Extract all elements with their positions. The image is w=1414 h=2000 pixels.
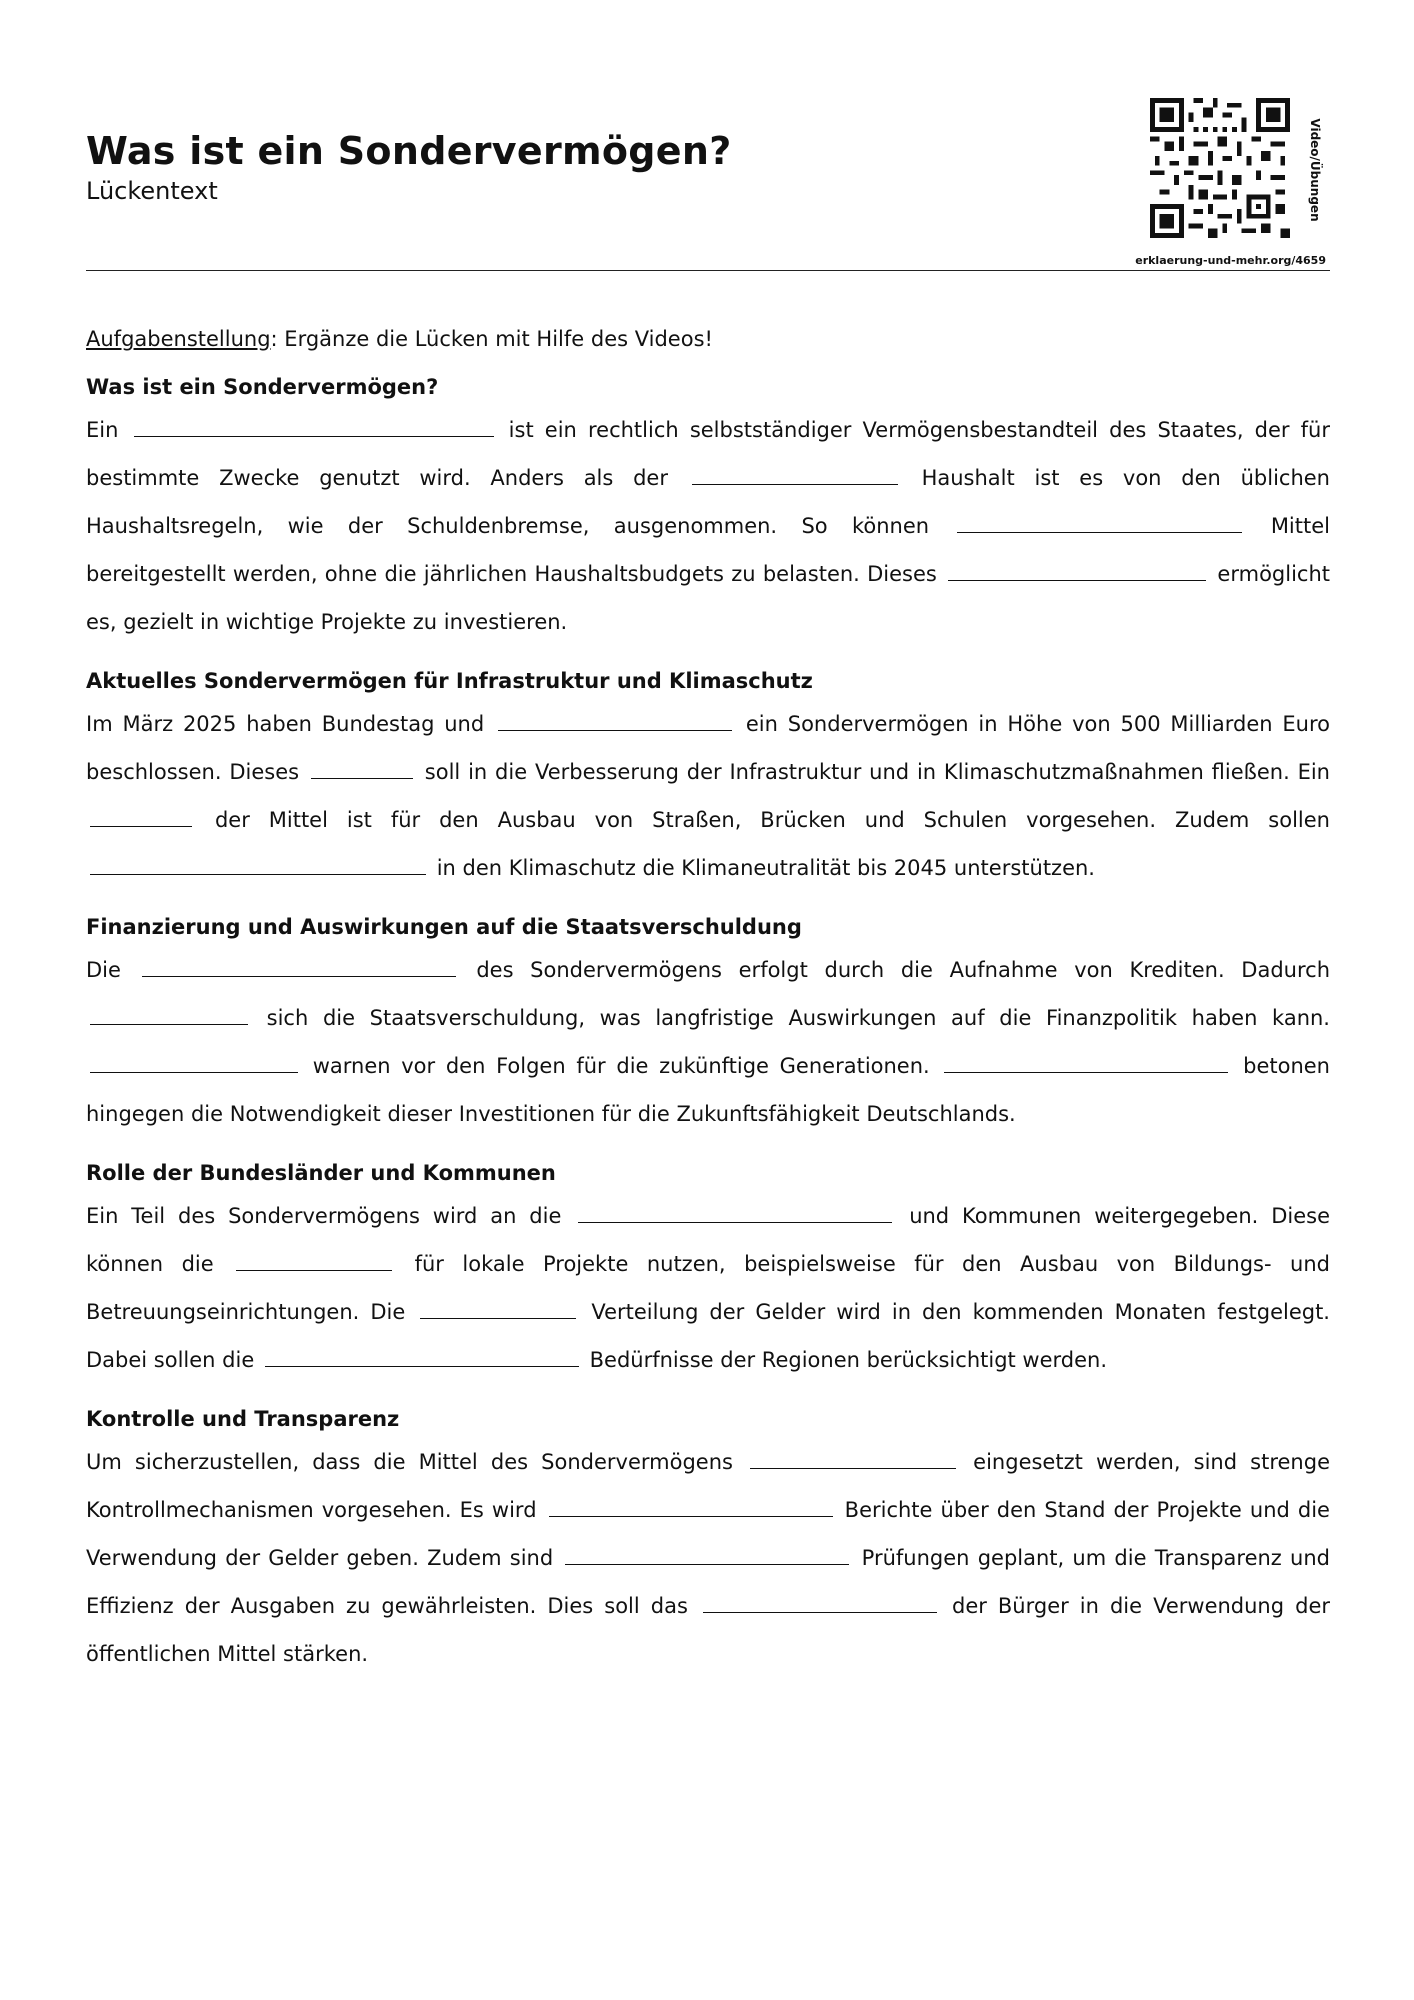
section-4 <box>86 1154 1330 1384</box>
blank-field[interactable] <box>703 1592 937 1613</box>
section-5 <box>86 1400 1330 1678</box>
section-heading: Rolle der Bundesländer und Kommunen <box>86 1161 556 1185</box>
section-heading: Kontrolle und Transparenz <box>86 1407 400 1431</box>
section-heading: Was ist ein Sondervermögen? <box>86 375 439 399</box>
content <box>86 320 1330 1694</box>
section-text <box>86 1192 1330 1384</box>
text-segment: und Kommunen weitergegeben. Diese können die <box>86 1204 1330 1276</box>
task-text: : Ergänze die Lücken mit Hilfe des Videos! <box>270 327 713 351</box>
text-segment: sich die Staatsverschuldung, was langfristige Auswirkungen auf die Finanzpolitik haben kann. <box>266 1006 1330 1030</box>
blank-field[interactable] <box>948 560 1206 581</box>
blank-field[interactable] <box>944 1052 1228 1073</box>
header <box>86 128 1336 206</box>
blank-field[interactable] <box>498 710 732 731</box>
blank-field[interactable] <box>957 512 1242 533</box>
text-segment: warnen vor den Folgen für die zukünftige Generationen. <box>312 1054 930 1078</box>
blank-field[interactable] <box>311 758 413 779</box>
section-2 <box>86 662 1330 892</box>
qr-url[interactable]: erklaerung-und-mehr.org/4659 <box>1135 254 1326 267</box>
blank-field[interactable] <box>750 1448 956 1469</box>
blank-field[interactable] <box>549 1496 833 1517</box>
section-heading: Finanzierung und Auswirkungen auf die Staatsverschuldung <box>86 915 802 939</box>
text-segment: ein Sondervermögen in Höhe von 500 Milliarden Euro beschlossen. Dieses <box>86 712 1330 784</box>
section-text <box>86 946 1330 1138</box>
qr-side-label-text: Video/Übungen <box>1308 118 1322 222</box>
blank-field[interactable] <box>90 854 426 875</box>
text-segment: des Sondervermögens erfolgt durch die Aufnahme von Krediten. Dadurch <box>476 958 1331 982</box>
task-instruction <box>86 320 1330 358</box>
text-segment: Um sicherzustellen, dass die Mittel des Sondervermögens <box>86 1450 733 1474</box>
blank-field[interactable] <box>90 1004 248 1025</box>
text-segment: ermöglicht es, gezielt in wichtige Projekte zu investieren. <box>86 562 1330 634</box>
blank-field[interactable] <box>142 956 456 977</box>
text-segment: ist ein rechtlich selbstständiger Vermögensbestandteil des Staates, der für bestimmte Zwecke genutzt wird. Anders als der <box>86 418 1330 490</box>
section-text <box>86 406 1330 646</box>
blank-field[interactable] <box>236 1250 392 1271</box>
text-segment: Haushalt ist es von den üblichen Haushaltsregeln, wie der Schuldenbremse, ausgenommen. So können <box>86 466 1330 538</box>
header-divider <box>86 270 1330 271</box>
page-title: Was ist ein Sondervermögen? <box>86 129 732 173</box>
text-segment: Ein Teil des Sondervermögens wird an die <box>86 1204 562 1228</box>
text-segment: eingesetzt werden, sind strenge Kontrollmechanismen vorgesehen. Es wird <box>86 1450 1330 1522</box>
text-segment: Berichte über den Stand der Projekte und die Verwendung der Gelder geben. Zudem sind <box>86 1498 1330 1570</box>
text-segment: der Bürger in die Verwendung der öffentlichen Mittel stärken. <box>86 1594 1330 1666</box>
text-segment: Die <box>86 958 121 982</box>
task-label: Aufgabenstellung <box>86 327 271 351</box>
text-segment: betonen hingegen die Notwendigkeit dieser Investitionen für die Zukunftsfähigkeit Deutschlands. <box>86 1054 1330 1126</box>
qr-side-label <box>1300 110 1330 230</box>
text-segment: Bedürfnisse der Regionen berücksichtigt werden. <box>589 1348 1108 1372</box>
text-segment: Mittel bereitgestellt werden, ohne die jährlichen Haushaltsbudgets zu belasten. Dieses <box>86 514 1330 586</box>
text-segment: Ein <box>86 418 119 442</box>
section-heading: Aktuelles Sondervermögen für Infrastruktur und Klimaschutz <box>86 669 813 693</box>
qr-code-icon[interactable] <box>1150 98 1290 238</box>
blank-field[interactable] <box>134 416 494 437</box>
blank-field[interactable] <box>565 1544 849 1565</box>
section-text <box>86 1438 1330 1678</box>
text-segment: soll in die Verbesserung der Infrastruktur und in Klimaschutzmaßnahmen fließen. Ein <box>424 760 1330 784</box>
blank-field[interactable] <box>578 1202 892 1223</box>
text-segment: Im März 2025 haben Bundestag und <box>86 712 485 736</box>
text-segment: für lokale Projekte nutzen, beispielsweise für den Ausbau von Bildungs- und Betreuungseinrichtungen. Die <box>86 1252 1330 1324</box>
text-segment: Prüfungen geplant, um die Transparenz und Effizienz der Ausgaben zu gewährleisten. Dies soll das <box>86 1546 1330 1618</box>
blank-field[interactable] <box>265 1346 579 1367</box>
section-text <box>86 700 1330 892</box>
blank-field[interactable] <box>692 464 898 485</box>
text-segment: Verteilung der Gelder wird in den kommenden Monaten festgelegt. Dabei sollen die <box>86 1300 1330 1372</box>
page-subtitle: Lückentext <box>86 177 218 205</box>
blank-field[interactable] <box>420 1298 576 1319</box>
section-3 <box>86 908 1330 1138</box>
blank-field[interactable] <box>90 806 192 827</box>
text-segment: der Mittel ist für den Ausbau von Straßen, Brücken und Schulen vorgesehen. Zudem sollen <box>214 808 1330 832</box>
section-1 <box>86 368 1330 646</box>
blank-field[interactable] <box>90 1052 298 1073</box>
text-segment: in den Klimaschutz die Klimaneutralität bis 2045 unterstützen. <box>436 856 1095 880</box>
